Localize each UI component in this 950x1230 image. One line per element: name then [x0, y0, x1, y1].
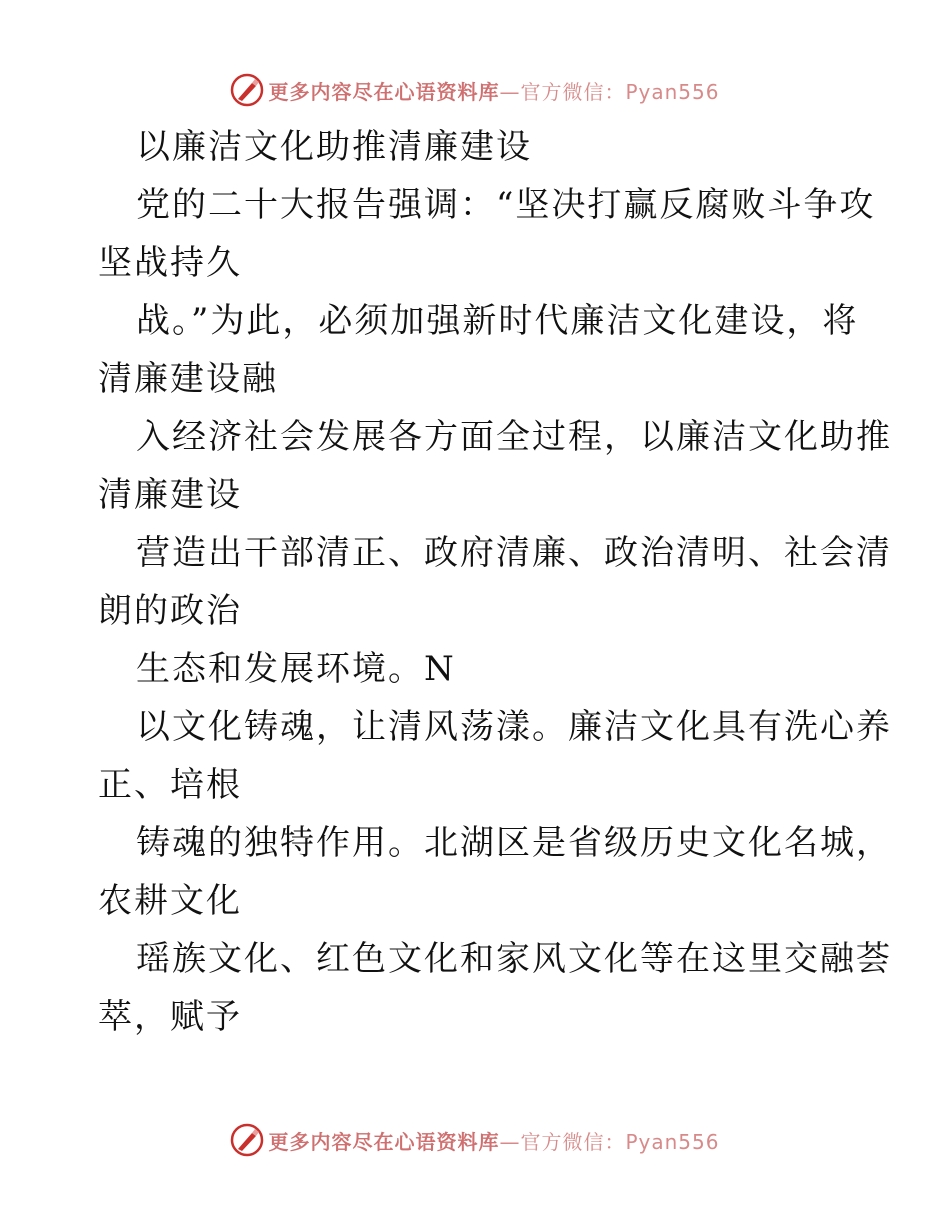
watermark-brand: 更多内容尽在心语资料库 [268, 79, 500, 104]
watermark-brand: 更多内容尽在心语资料库 [268, 1129, 500, 1154]
watermark-text [268, 1126, 719, 1155]
doc-line: 铸魂的独特作用。北湖区是省级历史文化名城， [136, 823, 892, 863]
watermark-dash: — [499, 1129, 521, 1154]
document-body [98, 118, 892, 1046]
watermark-suffix: 官方微信：Pyan556 [520, 1129, 720, 1154]
doc-line: 清廉建设融 [98, 359, 278, 399]
doc-line: 党的二十大报告强调：“坚决打赢反腐败斗争攻 [136, 185, 876, 225]
watermark-dash: — [499, 79, 521, 104]
doc-line: 入经济社会发展各方面全过程，以廉洁文化助推 [136, 417, 892, 457]
pen-logo-icon [230, 73, 264, 107]
doc-line: 以文化铸魂，让清风荡漾。廉洁文化具有洗心养 [136, 707, 892, 747]
doc-line: 战。”为此，必须加强新时代廉洁文化建设，将 [136, 301, 859, 341]
doc-line: 以廉洁文化助推清廉建设 [136, 127, 532, 167]
doc-line: 坚战持久 [98, 243, 242, 283]
doc-line: 朗的政治 [98, 591, 242, 631]
doc-line: 正、培根 [98, 765, 242, 805]
watermark-text [268, 76, 719, 105]
footer-watermark [0, 1120, 950, 1160]
doc-line: 营造出干部清正、政府清廉、政治清明、社会清 [136, 533, 892, 573]
header-watermark [0, 70, 950, 110]
doc-line: 生态和发展环境。N [136, 649, 456, 689]
pen-logo-icon [230, 1123, 264, 1157]
watermark-suffix: 官方微信：Pyan556 [520, 79, 720, 104]
doc-line: 农耕文化 [98, 881, 242, 921]
doc-line: 瑶族文化、红色文化和家风文化等在这里交融荟 [136, 939, 892, 979]
doc-line: 清廉建设 [98, 475, 242, 515]
doc-line: 萃，赋予 [98, 997, 242, 1037]
